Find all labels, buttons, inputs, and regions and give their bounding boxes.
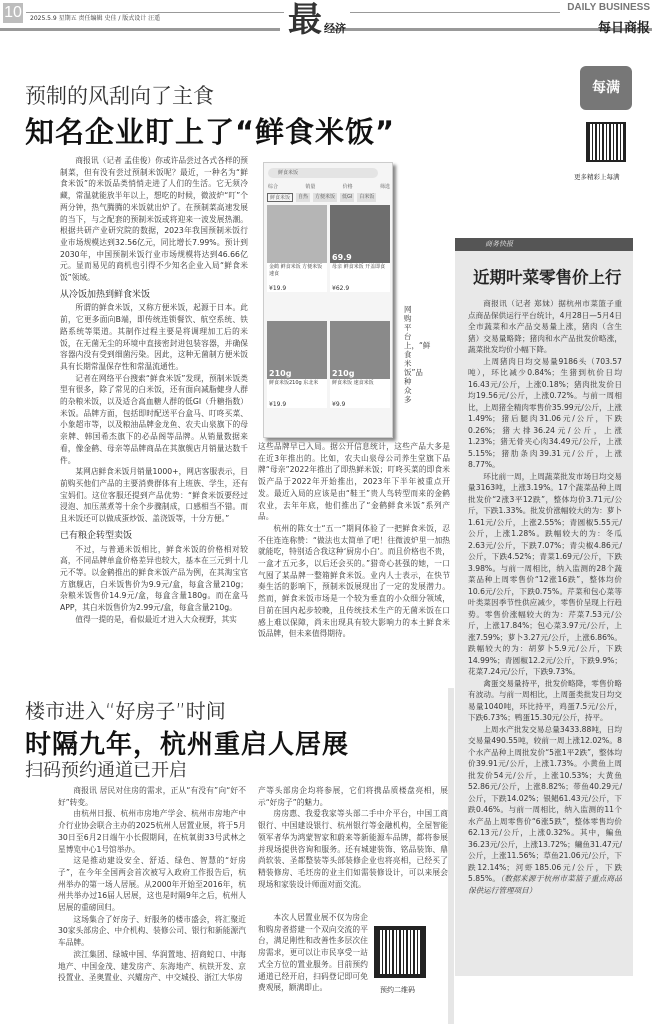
filter: 价格 <box>342 184 353 190</box>
article-subhead: 扫码预约通道已开启 <box>25 760 187 781</box>
article-column <box>258 912 368 1007</box>
paragraph: 由杭州日报、杭州市房地产学会、杭州市房地产中介行业协会联合主办的2025杭州人居置业展，将于5月30日至6月2日端午小长假期间，在杭氧街33号武林之星博览中心1号馆举办。 <box>58 809 246 854</box>
sidebar-tag: 商务快报 <box>455 238 633 251</box>
product-card: 210g 鲜食米饭210g 东北米 ¥19.9 <box>267 321 327 408</box>
article-kicker: 楼市进入“好房子”时间 <box>25 699 226 723</box>
dateline: 2025.5.9 星期五 责任编辑 史佳 / 版式设计 汪遥 <box>30 15 161 22</box>
chip-row <box>267 193 393 202</box>
paragraph: 这场集合了好房子、好服务的楼市盛会，将汇聚近30家头部房企、中介机构、装修公司、银行和新能源汽车品牌。 <box>58 914 246 948</box>
paragraph: 商报讯（记者 郑妹）据杭州市菜篮子重点商品保供运行平台统计，4月28日—5月4日全市蔬菜和水产品交易量上涨，猪肉（含生猪）交易量略降；猪肉和水产品批发价略涨，蔬菜批发均价小幅下降。 <box>468 299 622 354</box>
search-text: 鲜食米饭 <box>278 170 299 176</box>
app-logo: 每满 <box>580 66 632 110</box>
product-image <box>330 321 390 379</box>
article-headline: 知名企业盯上了“鲜食米饭” <box>25 115 396 149</box>
paragraph: 上周猪肉日均交易量9186头（703.57吨），环比减少0.84%；生猪到杭价日均16.43元/公斤，上涨0.18%；猪肉批发价日均19.56元/公斤，上涨0.72%。与前一周相比，上周猪全精肉零售价35.99元/公斤，上涨1.49%；猪后腿肉31.06元/公斤，下跌0.26%；猪大排36.24元/公斤，上涨1.23%；猪无骨夹心肉34.49元/公斤，上涨5.15%；猪肋条肉39.31元/公斤，上涨8.77%。 <box>468 356 622 469</box>
promo-caption: 更多精彩上每满 <box>574 173 620 181</box>
divider <box>350 12 560 13</box>
product-image <box>267 321 327 379</box>
article-column <box>258 785 448 900</box>
article-column <box>58 785 246 1017</box>
paragraph: 记者在网络平台搜索“鲜食米饭”发现，预制米饭类型有很多，除了常见的白米饭，还有面向减脂健身人群的杂粮米饭，以及适合高血糖人群的低GI（升糖指数）米饭。品牌方面，包括即时配送平台盒马、叮咚买菜、小象超市等，以及粮油品牌金龙鱼、农夫山泉旗下的母亲牌、韩国希杰旗下的必品阁等品牌。从销量数据来看，像金鹤、母亲等品牌商品在其旗舰店月销量达数千件。 <box>60 373 248 465</box>
paragraph: 这些品牌早已入局。据公开信息统计，这些产品大多是在近3年推出的。比如，农夫山泉母公司养生堂旗下品牌“母亲”2022年推出了即热鲜米饭；叮咚买菜的即食米饭产品于2022年开始推出，2023年下半年被重点开发。最近入局的应该是由“鞋王”贵人鸟转型而来的金鹤农业，去年年底，他们推出了“金鹤鲜食米饭”系列产品。 <box>258 442 450 522</box>
article-headline: 时隔九年，杭州重启人居展 <box>25 730 350 760</box>
paragraph: 滨江集团、绿城中国、华润置地、招商蛇口、中海地产、中国金茂、建发房产、东海地产、杭铁开发、京投置业、圣奥置业、兴耀房产、中交城投、浙江大华房 <box>58 949 246 983</box>
paragraph: 禽蛋交易量持平，批发价略降，零售价略有波动。与前一周相比，上周蛋类批发日均交易量1040吨，环比持平，鸡蛋7.5元/公斤，下跌6.73%；鸭蛋15.30元/公斤，持平。 <box>468 678 622 722</box>
sidebar-title: 近期叶菜零售价上行 <box>473 268 622 287</box>
chip: 白米饭 <box>359 194 375 200</box>
product-card: 210g 鲜食米饭 速食米饭 ¥9.9 <box>330 321 390 408</box>
data-source: （数据来源于杭州市菜篮子重点商品保供运行管理项目） <box>468 874 622 895</box>
chip: 鲜食米饭 <box>267 193 293 202</box>
article-column <box>60 155 248 737</box>
chip: 方便米饭 <box>315 194 336 200</box>
photo-caption: 网购平台上，“鲜食米饭”品种众多 <box>404 305 431 404</box>
price: ¥9.9 <box>332 401 346 408</box>
paragraph: 房房惠、我爱我家等头部二手中介平台，中国工商银行、中国建设银行、杭州银行等金融机构，全屋智能领军者华为鸿蒙智家和蔚来等新能源车品牌，都将参展并现场提供咨询和服务。还有城建装饰、铭品装饰、鼎尚软装、圣都整装等头部装修企业也将亮相，已经买了精装修房、毛坯房的业主们如需装修设计，可以来展会现场和家装设计师面对面交流。 <box>258 809 448 889</box>
subheading: 已有粮企转型卖饭 <box>60 530 133 541</box>
filter: 销量 <box>305 184 316 190</box>
paragraph: 本次人居置业展不仅为房企和购房者搭建一个双向交流的平台，满足刚性和改善性多层次住房需求，更可以让市民享受一站式全方位的置业服务。目前预约通道已经开启，扫码登记即可免费观展，额满即止。 <box>258 913 368 993</box>
qr-code[interactable] <box>586 122 626 162</box>
sidebar-column <box>468 298 622 963</box>
filter: 筛选 <box>379 184 390 190</box>
paper-name: 每日商报 <box>597 21 650 36</box>
price-badge: 69.9 <box>332 253 352 262</box>
product-card: 金鹤 鲜食米饭 方便米饭速食 ¥19.9 <box>267 205 327 292</box>
product-image <box>330 205 390 263</box>
price: ¥62.9 <box>332 285 350 292</box>
product-card: 69.9 母亲 鲜食米饭 开盖即食 ¥62.9 <box>330 205 390 292</box>
weight-badge: 210g <box>269 369 292 378</box>
paragraph: 商报讯（记者 孟佳俊）你或许品尝过各式各样的预制菜，但有没有尝过预制米饭呢？最近，一种名为“鲜食米饭”的米饭品类悄悄走进了人们的生活。它无须冷藏，常温就能放半年以上，想吃的时候，微波炉“叮”个两分钟，热气腾腾的米饭就出炉了。在预制菜高速发展的当下，与之配套的预制米饭或将迎来一波发展热潮。根据共研产业研究院的数据，2023年我国预制米饭行业市场规模达到32.56亿元，同比增长7.99%。预计到2030年，中国预制米饭行业市场规模将达到46.66亿元。显而易见的商机也引得不少知名企业入局“鲜食米饭”领域。 <box>60 156 248 283</box>
paragraph: 上周水产批发交易总量3433.88吨，日均交易量490.55吨，较前一周上涨12.02%。8个水产品种上周批发价“5涨1平2跌”，整体均价39.91元/公斤，上涨1.73%。小黄鱼上周批发价54元/公斤，上涨10.53%；大黄鱼52.86元/公斤，上涨8.82%；带鱼40.29元/公斤，下跌14.02%；银鲳61.43元/公斤，下跌0.46%。与前一周相比，纳入监测的11个水产品上周零售价“6涨5跌”，整体零售均价62.13元/公斤，上涨0.32%。其中，鳊鱼36.23元/公斤，上涨13.72%；鳙鱼31.47元/公斤，上涨11.56%；草鱼21.06元/公斤，下跌12.14%；河虾185.06元/公斤，下跌5.85%。 <box>468 724 622 883</box>
article-kicker: 预制的风刮向了主食 <box>25 84 214 108</box>
divider <box>448 688 454 1024</box>
section-name: 经济 <box>324 22 346 35</box>
filter-row <box>268 183 390 190</box>
chip: 自热 <box>298 194 309 200</box>
paragraph: 这是推动建设安全、舒适、绿色、智慧的“好房子”，在今年全国两会首次被写入政府工作报告后，杭州举办的第一场人居展。从2000年开始至2016年，杭州共举办过16届人居展，这也是时隔9年之后，杭州人居展的重磅回归。 <box>58 856 246 913</box>
section-logo: 最 <box>288 0 322 40</box>
paragraph: 产等头部房企均将参展，它们将携品质楼盘亮相，展示“好房子”的魅力。 <box>258 786 448 807</box>
paragraph: 值得一提的是，看似最近才进入大众视野，其实 <box>75 614 237 624</box>
paper-name-en: DAILY BUSINESS <box>567 2 650 13</box>
page-number: 10 <box>4 4 22 21</box>
article-column <box>258 441 450 656</box>
paragraph: 所谓的鲜食米饭，又称方便米饭，起源于日本。此前，它更多面向B端，即传统连锁餐饮、航空系统、铁路系统等渠道。其制作过程主要是将调理加工后的米饭，在无菌无尘的环境中直接密封进包装容器，并确保容器内没有受到细菌污染。因此，这种无菌制方便米饭具有长期常温保存性和常温流通性。 <box>60 303 248 371</box>
weight-badge: 210g <box>332 369 355 378</box>
paragraph: 某网店鲜食米饭月销量1000+，网店客服表示，目前购买他们产品的主要消费群体有上班族、学生，还有宝妈们。这位客服还提到产品优势：“鲜食米饭要经过浸泡、加压蒸煮等十余个步骤制成，口感相当不错。而且米饭还可以做成蛋炒饭、盖浇饭等，十分方便。” <box>60 467 248 524</box>
product-image <box>267 205 327 263</box>
chip: 低GI <box>342 194 353 200</box>
filter: 综合 <box>268 184 279 190</box>
price: ¥19.9 <box>269 401 287 408</box>
qr-caption: 预约二维码 <box>380 986 415 994</box>
search-bar <box>268 168 378 178</box>
price: ¥19.9 <box>269 285 287 292</box>
subheading: 从冷饭加热到鲜食米饭 <box>60 289 151 300</box>
product-photo <box>263 162 393 438</box>
paragraph: 商报讯 居民对住房的需求，正从“有没有”向“好不好”转变。 <box>58 786 246 807</box>
reservation-qr-code[interactable] <box>374 926 426 978</box>
paragraph: 环比前一周，上周蔬菜批发市场日均交易量3163吨，上涨3.19%。17个蔬菜品种上周批发价“2涨3平12跌”，整体均价3.71元/公斤，下跌1.33%。批发价涨幅较大的为：萝卜1.61元/公斤，上涨2.55%；青圆椒5.55元/公斤，上涨1.28%。跌幅较大的为：冬瓜2.63元/公斤，下跌7.07%；青尖椒4.86元/公斤，下跌4.52%；青菜1.69元/公斤，下跌3.98%。与前一周相比，纳入监测的28个蔬菜品种上周零售价“12涨16跌”，整体均价10.6元/公斤，下跌0.75%。芹菜和包心菜等叶类菜因季节性供应减少，零售价呈现上行趋势。零售价涨幅较大的为：芹菜7.53元/公斤，上涨17.84%；包心菜3.97元/公斤，上涨7.59%；萝卜3.27元/公斤，上涨6.86%。跌幅较大的为：胡萝卜5.9元/公斤，下跌14.99%；青圆椒12.2元/公斤，下跌9.9%；花菜7.24元/公斤，下跌9.73%。 <box>468 471 622 676</box>
paragraph: 杭州的陈女士“五一”期间体验了一把鲜食米饭，忍不住连连称赞：“做法也太简单了吧！往微波炉里一加热就能吃，特别适合我这种‘厨房小白’。而且价格也不贵，一盒才五元多，以后还会买的。”猎奇心甚强的她，一口气囤了某品牌一整箱鲜食米饭。业内人士表示，在快节奏生活的影响下，预制米饭展现出了一定的发展潜力。然而，鲜食米饭市场是一个较为垂直的小众细分领域，目前在国内起步较晚，且传统技术生产的无菌米饭在口感上难以保障，尚未出现具有较大影响力的本土鲜食米饭品牌，但未来值得期待。 <box>258 523 450 639</box>
divider <box>0 28 280 31</box>
paragraph: 不过，与普通米饭相比，鲜食米饭的价格相对较高，不同品牌单盒价格差异也较大，基本在三元到十几元不等。以金鹤推出的鲜食米饭产品为例，在其淘宝官方旗舰店，白米饭售价为9.9元/盒，每盒含量210g；杂粮米饭售价14.9元/盒，每盒含量180g。而在盒马APP，其白米饭售价为2.99元/盒，每盒含量210g。 <box>60 544 248 613</box>
